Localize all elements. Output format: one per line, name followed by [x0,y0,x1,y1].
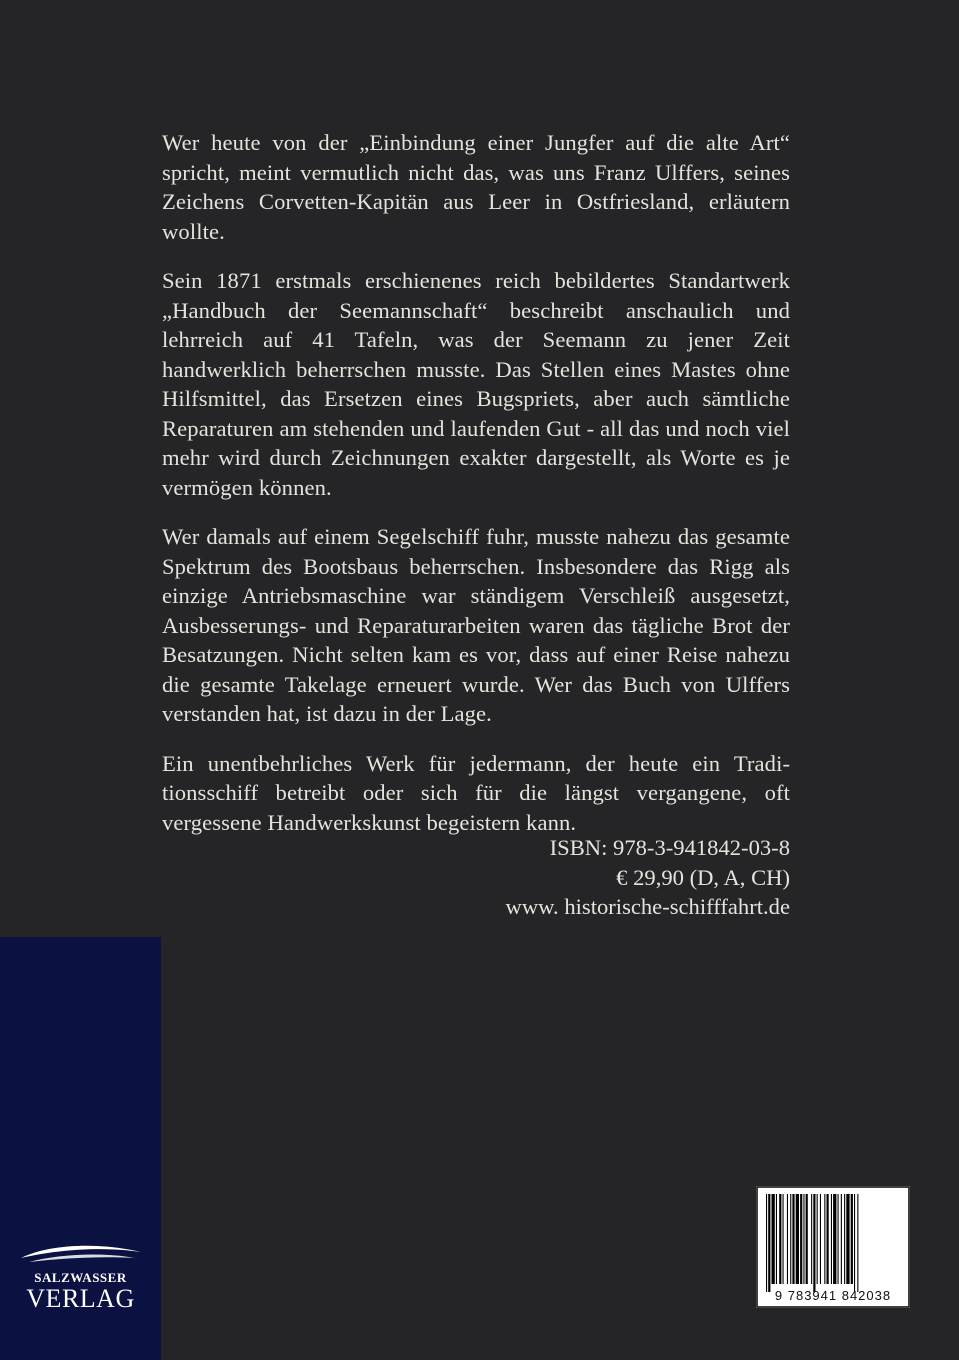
book-info [506,833,790,922]
publisher-panel [0,937,161,1360]
barcode-bar [820,1194,821,1284]
barcode-bar [766,1194,767,1292]
barcode-bar [792,1194,794,1284]
price-text: € 29,90 (D, A, CH) [616,864,790,890]
barcode-bar [824,1194,825,1284]
barcode-digits: 9 783941 842038 [774,1288,892,1303]
barcode-bar [776,1194,777,1284]
barcode-bar [768,1194,770,1292]
wave-icon [19,1242,143,1264]
barcode-bar [833,1194,836,1284]
barcode-bar [841,1194,842,1284]
barcode-bar [796,1194,799,1284]
description-paragraph-1: Wer heute von der „Einbindung einer Jungfer auf die alte Art“ spricht, meint vermutlich nicht das, was uns Franz Ulffers, seines Zeichens Corvetten-Kapitän aus Leer in Ostfriesland, erläutern wollte. [162,130,790,244]
barcode-bar [772,1194,775,1284]
publisher-name-bottom: VERLAG [26,1284,135,1313]
barcode-bar [817,1194,818,1284]
website-text: www. historische-schifffahrt.de [505,894,790,919]
barcode-bar [800,1194,802,1284]
description-paragraph-3: Wer damals auf einem Segelschiff fuhr, musste nahezu das gesamte Spektrum des Bootsbaus beherrschen. Insbesondere das Rigg als einzige Antriebsmaschine war ständigem Verschleiß ausgesetzt, Ausbesserungs- und Reparaturarbeiten waren das tägliche Brot der Besatzungen. Nicht selten kam es vor, dass auf einer Reise nahezu die gesamte Takelage erneuert wurde. Wer das Buch von Ulffers verstanden hat, ist dazu in der Lage. [162,524,790,726]
barcode-bar [779,1194,781,1284]
isbn-text: ISBN: 978-3-941842-03-8 [549,835,790,860]
publisher-name-top: SALZWASSER [34,1270,127,1285]
barcode-bar [844,1194,845,1284]
barcode-bar [831,1194,832,1284]
barcode-bar [827,1194,829,1284]
description-paragraph-2: Sein 1871 erstmals erschienenes reich bebildertes Standartwerk „Handbuch der Seemannschaft“ beschreibt anschaulich und lehrreich auf 41 Tafeln, was der Seemann zu jener Zeit handwerklich beherrschen musste. Das Stellen eines Mastes ohne Hilfsmittel, das Ersetzen eines Bugspriets, aber auch sämtliche Reparaturen am stehenden und laufenden Gut - all das und noch viel mehr wird durch Zeichnungen exakter dargestellt, als Worte es je vermögen können. [162,268,790,500]
barcode-bar [838,1194,839,1284]
barcode-bar [811,1194,812,1284]
description-paragraph-4: Ein unentbehrliches Werk für jedermann, der heute ein Traditionsschiff betreibt oder sich für die längst vergangene, oft vergessene Handwerkskunst begeistern kann. [162,750,790,835]
barcode-bar [854,1194,855,1292]
barcode [756,1186,910,1308]
barcode-bar [846,1194,849,1284]
barcode-bar [787,1194,788,1284]
description-text [162,128,790,857]
barcode-bar [851,1194,853,1284]
barcode-bar [790,1194,791,1284]
publisher-logo [0,1242,161,1312]
barcode-bar [803,1194,804,1284]
barcode-bar [783,1194,784,1284]
barcode-bar [813,1194,815,1292]
barcode-bar [806,1194,808,1284]
barcode-bar [857,1194,858,1292]
